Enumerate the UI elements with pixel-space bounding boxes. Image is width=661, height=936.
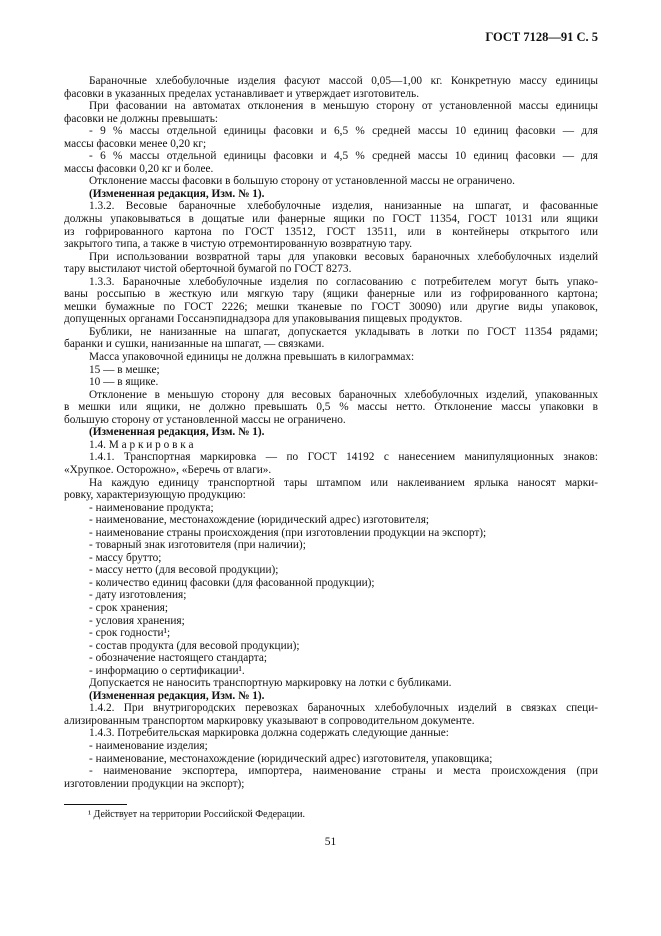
text-line: в мешки или ящики, не должно превышать 0,5 % массы нетто. Отклонение массы упаковки в [64, 401, 598, 414]
text-line: - срок годности¹; [89, 627, 171, 640]
text-line: - количество единиц фасовки (для фасованной продукции); [89, 576, 375, 589]
text-line: должны упаковываться в дощатые или фанерные ящики по ГОСТ 11354, ГОСТ 10131 или ящики [64, 213, 598, 226]
text-line: - товарный знак изготовителя (при наличии); [89, 539, 306, 552]
text-line: 1.3.3. Бараночные хлебобулочные изделия по согласованию с потребителем могут быть упако- [89, 275, 598, 288]
amendment-note: (Измененная редакция, Изм. № 1). [89, 187, 265, 200]
text-line: Допускается не наносить транспортную маркировку на лотки с бубликами. [89, 677, 452, 690]
page-number: 51 [324, 836, 337, 848]
amendment-note: (Измененная редакция, Изм. № 1). [89, 426, 265, 439]
text-line: допущенных органами Госсанэпиднадзора для упаковывания пищевых продуктов. [64, 313, 463, 326]
text-line: 1.4.3. Потребительская маркировка должна содержать следующие данные: [89, 727, 449, 740]
footnote: ¹ Действует на территории Российской Федерации. [88, 809, 305, 820]
text-line: На каждую единицу транспортной тары штампом или наклеиванием ярлыка наносят марки- [89, 476, 598, 489]
text-line: массы фасовки менее 0,20 кг; [64, 137, 207, 150]
text-line: закрытого типа, а также в чистую отремонтированную возвратную тару. [64, 238, 413, 251]
text-line: 1.3.2. Весовые бараночные хлебобулочные изделия, нанизанные на шпагат, и фасованные [89, 200, 598, 213]
text-line: фасовки в указанных пределах устанавливает и утверждает изготовитель. [64, 87, 420, 100]
text-line: массы фасовки 0,20 кг и более. [64, 162, 214, 175]
text-line: изготовлении продукции на экспорт); [64, 777, 245, 790]
text-line: - обозначение настоящего стандарта; [89, 652, 267, 665]
text-line: Отклонение в меньшую сторону для весовых бараночных хлебобулочных изделий, упакованных [89, 388, 598, 401]
text-line: 1.4.1. Транспортная маркировка — по ГОСТ 14192 с нанесением манипуляционных знаков: [89, 451, 598, 464]
amendment-note: (Измененная редакция, Изм. № 1). [89, 689, 265, 702]
text-line: «Хрупкое. Осторожно», «Беречь от влаги». [64, 463, 272, 476]
running-header: ГОСТ 7128—91 С. 5 [485, 30, 598, 44]
text-line: При фасовании на автоматах отклонения в меньшую сторону от установленной массы единицы [89, 100, 598, 113]
footnote-divider [64, 804, 127, 805]
text-line: - массу брутто; [89, 551, 162, 564]
text-line: большую сторону от установленной массы не ограничено. [64, 413, 346, 426]
text-line: 1.4. М а р к и р о в к а [89, 438, 194, 451]
text-line: - 9 % массы отдельной единицы фасовки и 6,5 % средней массы 10 единиц фасовки — для [89, 125, 598, 138]
text-line: - 6 % массы отдельной единицы фасовки и 4,5 % средней массы 10 единиц фасовки — для [89, 150, 598, 163]
text-line: - наименование экспортера, импортера, наименование страны и места происхождения (при [89, 765, 598, 778]
document-body [64, 75, 598, 790]
text-line: При использовании возвратной тары для упаковки весовых бараночных хлебобулочных изделий [89, 250, 598, 263]
text-line: баранки и сушки, нанизанные на шпагат, — связками. [64, 338, 325, 351]
text-line: фасовки не должны превышать: [64, 112, 219, 125]
text-line: Отклонение массы фасовки в большую сторону от установленной массы не ограничено. [89, 175, 515, 188]
text-line: - дату изготовления; [89, 589, 187, 602]
text-line: - условия хранения; [89, 614, 185, 627]
text-line: мешки бумажные по ГОСТ 2226; мешки тканевые по ГОСТ 30090) или другие виды упаковок, [64, 300, 598, 313]
text-line: - наименование продукта; [89, 501, 214, 514]
text-line: из гофрированного картона по ГОСТ 13512, ГОСТ 13511, или в контейнеры открытого или [64, 225, 598, 238]
text-line: Масса упаковочной единицы не должна превышать в килограммах: [89, 351, 415, 364]
text-line: 15 — в мешке; [89, 363, 160, 376]
text-line: - срок хранения; [89, 601, 169, 614]
text-line: - наименование страны происхождения (при изготовлении продукции на экспорт); [89, 526, 487, 539]
text-line: - наименование изделия; [89, 739, 208, 752]
text-line: Бублики, не нанизанные на шпагат, допускается укладывать в лотки по ГОСТ 11354 рядами; [89, 325, 598, 338]
text-line: Бараночные хлебобулочные изделия фасуют массой 0,05—1,00 кг. Конкретную массу единицы [89, 75, 598, 87]
text-line: 1.4.2. При внутригородских перевозках бараночных хлебобулочных изделий в связках специ- [89, 702, 598, 715]
text-line: ровку, характеризующую продукцию: [64, 489, 246, 502]
text-line: ваны россыпью в жесткую или мягкую тару (ящики фанерные или из гофрированного картона; [64, 288, 598, 301]
text-line: тару выстилают чистой оберточной бумагой по ГОСТ 8273. [64, 263, 352, 276]
text-line: ализированным транспортом маркировку указывают в сопроводительном документе. [64, 714, 475, 727]
text-line: 10 — в ящике. [89, 376, 159, 389]
text-line: - наименование, местонахождение (юридический адрес) изготовителя; [89, 514, 430, 527]
text-line: - состав продукта (для весовой продукции); [89, 639, 300, 652]
text-line: - информацию о сертификации¹. [89, 664, 245, 677]
text-line: - наименование, местонахождение (юридический адрес) изготовителя, упаковщика; [89, 752, 493, 765]
text-line: - массу нетто (для весовой продукции); [89, 564, 279, 577]
